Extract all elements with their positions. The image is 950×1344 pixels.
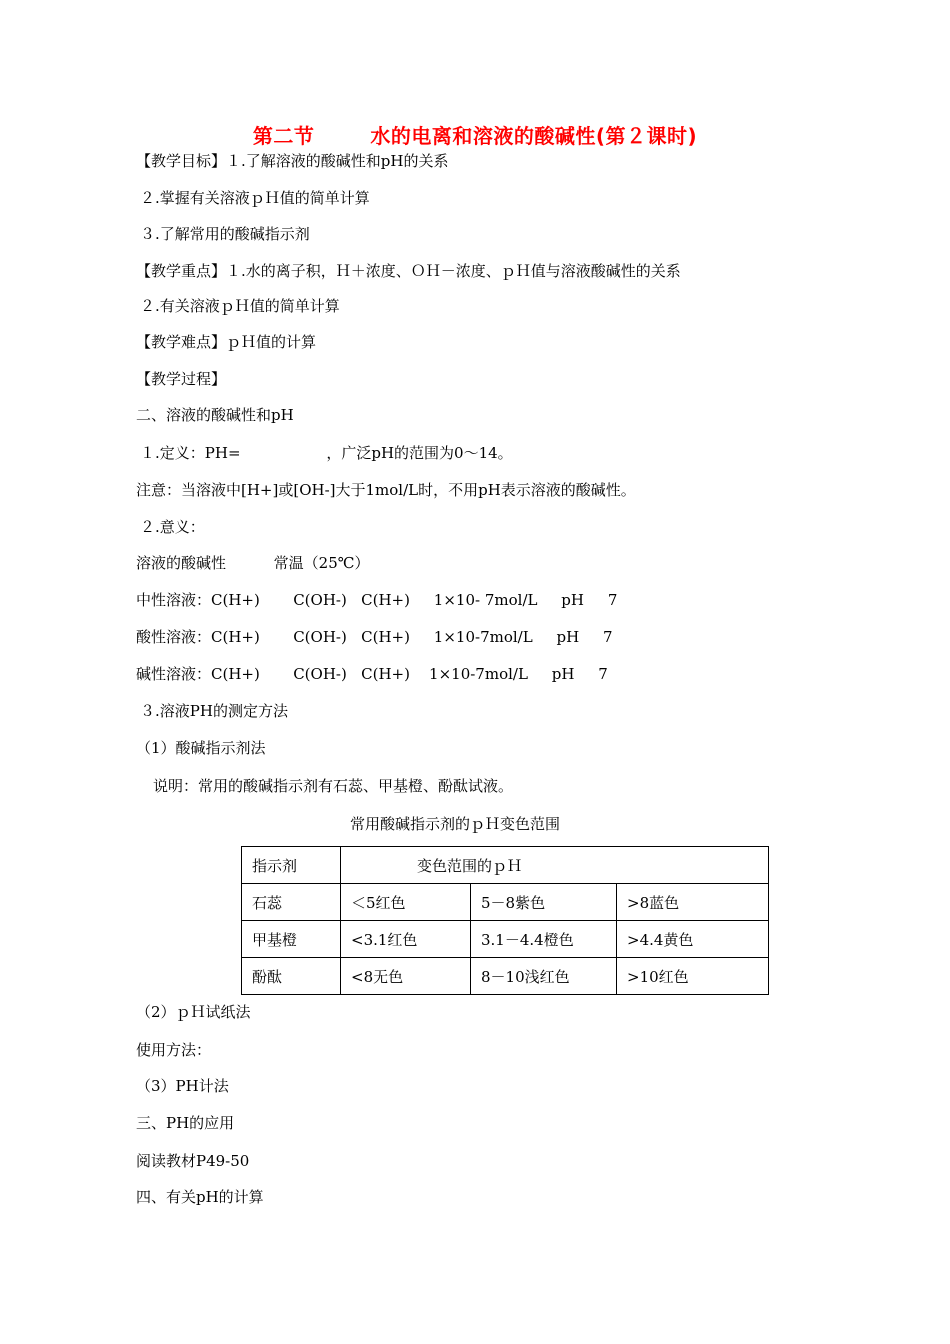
teaching-focus-1: 【教学重点】１.水的离子积，Ｈ＋浓度、ＯＨ－浓度、ｐＨ值与溶液酸碱性的关系 (136, 262, 681, 280)
table-cell: 3.1－4.4橙色 (471, 921, 617, 958)
basic-solution-line: 碱性溶液：C(H+) C(OH-) C(H+) 1×10-7mol/L pH 7 (136, 665, 608, 683)
table-cell: ＜5红色 (341, 884, 471, 921)
neutral-solution-line: 中性溶液：C(H+) C(OH-) C(H+) 1×10- 7mol/L pH 7 (136, 591, 618, 609)
reading-line: 阅读教材P49-50 (136, 1152, 250, 1170)
table-cell: >4.4黄色 (617, 921, 769, 958)
table-cell: >8蓝色 (617, 884, 769, 921)
section-three-heading: 三、PH的应用 (136, 1114, 235, 1132)
note-line: 注意：当溶液中[H+]或[OH-]大于1mol/L时，不用pH表示溶液的酸碱性。 (136, 481, 636, 499)
table-cell: 酚酞 (242, 958, 341, 995)
teaching-process: 【教学过程】 (136, 370, 227, 388)
table-cell: 石蕊 (242, 884, 341, 921)
table-row (242, 921, 769, 958)
page-title (0, 120, 950, 149)
table-cell: >10红色 (617, 958, 769, 995)
teaching-goal-1: 【教学目标】１.了解溶液的酸碱性和pH的关系 (136, 152, 449, 170)
teaching-focus-2: ２.有关溶液ｐＨ值的简单计算 (140, 297, 340, 315)
table-header-row (242, 847, 769, 884)
title-section: 第二节 (252, 124, 315, 148)
teaching-goal-2: ２.掌握有关溶液ｐＨ值的简单计算 (140, 189, 370, 207)
table-caption: 常用酸碱指示剂的ｐＨ变色范围 (349, 815, 560, 833)
table-row (242, 884, 769, 921)
teaching-difficulty: 【教学难点】ｐＨ值的计算 (136, 333, 317, 351)
indicator-table (241, 846, 769, 995)
table-cell: 5－8紫色 (471, 884, 617, 921)
indicator-explanation: 说明：常用的酸碱指示剂有石蕊、甲基橙、酚酞试液。 (153, 777, 514, 795)
definition-line: １.定义：PH= ，广泛pH的范围为0～14。 (140, 444, 513, 462)
meaning-line: ２.意义： (140, 518, 205, 536)
section-two-heading: 二、溶液的酸碱性和pH (136, 406, 294, 424)
table-header-cell: 变色范围的ｐＨ (341, 847, 769, 884)
table-cell: <8无色 (341, 958, 471, 995)
table-cell: <3.1红色 (341, 921, 471, 958)
table-header-cell: 指示剂 (242, 847, 341, 884)
section-four-heading: 四、有关pH的计算 (136, 1188, 264, 1206)
table-cell: 甲基橙 (242, 921, 341, 958)
table-cell: 8－10浅红色 (471, 958, 617, 995)
indicator-method: （1）酸碱指示剂法 (136, 739, 266, 757)
title-topic: 水的电离和溶液的酸碱性(第２课时) (370, 124, 698, 148)
ph-meter-method: （3）PH计法 (136, 1077, 229, 1095)
ph-paper-method: （2）ｐＨ试纸法 (136, 1003, 251, 1021)
usage-line: 使用方法： (136, 1041, 212, 1059)
teaching-goal-3: ３.了解常用的酸碱指示剂 (140, 225, 310, 243)
table-row (242, 958, 769, 995)
ph-method-heading: ３.溶液PH的测定方法 (140, 702, 288, 720)
acidity-header: 溶液的酸碱性 常温（25℃） (136, 554, 370, 572)
acidic-solution-line: 酸性溶液：C(H+) C(OH-) C(H+) 1×10-7mol/L pH 7 (136, 628, 613, 646)
